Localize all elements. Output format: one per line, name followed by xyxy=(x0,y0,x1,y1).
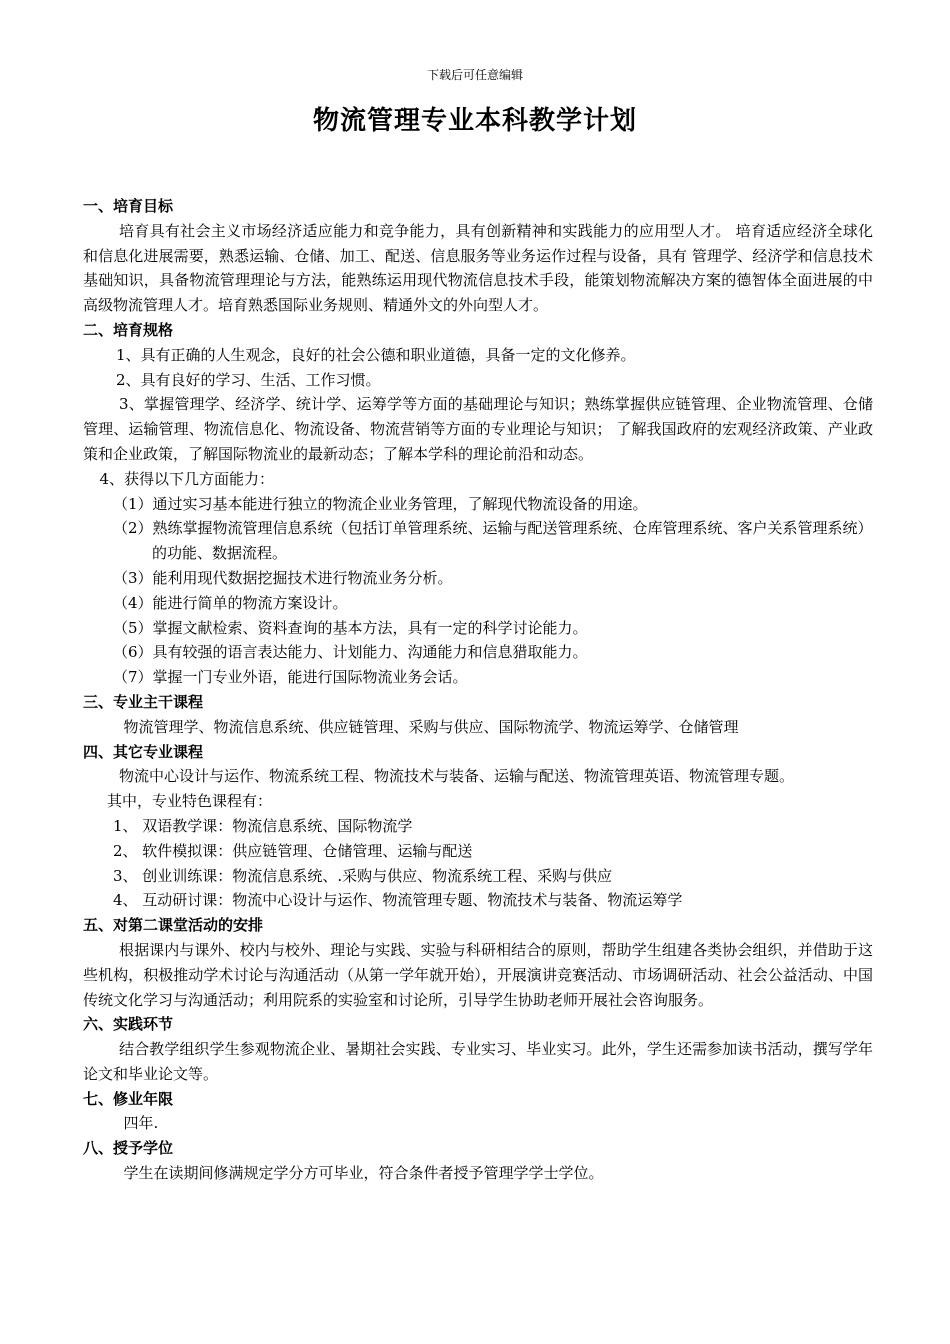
list-item: 1、 双语教学课：物流信息系统、国际物流学 xyxy=(113,816,413,835)
list-item: 3、掌握管理学、经济学、统计学、运筹学等方面的基础理论与知识；熟练掌握供应链管理、企业物流管理、仓储管理、运输管理、物流信息化、物流设备、物流营销等方面的专业理论与知识； 了解我国政府的宏观经济政策、产业政策和企业政策，了解国际物流业的最新动态；了解本学科的理论前沿和动态。 xyxy=(83,395,873,463)
ability-item: （4）能进行简单的物流方案设计。 xyxy=(113,593,348,612)
paragraph: 根据课内与课外、校内与校外、理论与实践、实验与科研相结合的原则，帮助学生组建各类协会组织，并借助于这些机构，积极推动学术讨论与沟通活动（从第一学年就开始），开展演讲竞赛活动、市场调研活动、社会公益活动、中国传统文化学习与沟通活动；利用院系的实验室和讨论所，引导学生协助老师开展社会咨询服务。 xyxy=(83,940,873,1009)
section-heading: 二、培育规格 xyxy=(83,320,174,339)
document-title: 物流管理专业本科教学计划 xyxy=(312,106,637,136)
paragraph: 四年. xyxy=(123,1114,159,1133)
list-item: 2、具有良好的学习、生活、工作习惯。 xyxy=(116,370,381,389)
paragraph: 培育具有社会主义市场经济适应能力和竞争能力，具有创新精神和实践能力的应用型人才。 培育适应经济全球化和信息化进展需要，熟悉运输、仓储、加工、配送、信息服务等业务运作过程与设备，具有 管理学、经济学和信息技术基础知识，具备物流管理理论与方法，能熟练运用现代物流信息技术手段，能策划物流解决方案的德智体全面进展的中高级物流管理人才。培育熟悉国际业务规则、精通外文的外向型人才。 xyxy=(83,221,873,315)
paragraph: 结合教学组织学生参观物流企业、暑期社会实践、专业实习、毕业实习。此外，学生还需参加读书活动，撰写学年论文和毕业论文等。 xyxy=(83,1040,873,1083)
section-heading: 五、对第二课堂活动的安排 xyxy=(83,916,264,935)
section-heading: 三、专业主干课程 xyxy=(83,692,204,711)
ability-item: （1）通过实习基本能进行独立的物流企业业务管理，了解现代物流设备的用途。 xyxy=(113,494,648,513)
list-item: 1、具有正确的人生观念，良好的社会公德和职业道德，具备一定的文化修养。 xyxy=(116,345,636,364)
list-item: 4、 互动研讨课：物流中心设计与运作、物流管理专题、物流技术与装备、物流运筹学 xyxy=(113,891,683,910)
ability-item: （6）具有较强的语言表达能力、计划能力、沟通能力和信息猎取能力。 xyxy=(113,643,588,662)
list-item: 3、 创业训练课：物流信息系统、.采购与供应、物流系统工程、采购与供应 xyxy=(113,866,613,885)
section-heading: 四、其它专业课程 xyxy=(83,742,204,761)
section-heading: 八、授予学位 xyxy=(83,1139,174,1158)
paragraph: 物流管理学、物流信息系统、供应链管理、采购与供应、国际物流学、物流运筹学、仓储管理 xyxy=(123,717,739,736)
section-heading: 七、修业年限 xyxy=(83,1089,174,1108)
header-note: 下载后可任意编辑 xyxy=(426,68,523,82)
ability-item: （5）掌握文献检索、资料查询的基本方法，具有一定的科学讨论能力。 xyxy=(113,618,588,637)
ability-item: （7）掌握一门专业外语，能进行国际物流业务会话。 xyxy=(113,668,468,687)
ability-item: （2）熟练掌握物流管理信息系统（包括订单管理系统、运输与配送管理系统、仓库管理系统、客户关系管理系统）的功能、数据流程。 xyxy=(113,519,873,563)
paragraph: 物流中心设计与运作、物流系统工程、物流技术与装备、运输与配送、物流管理英语、物流管理专题。 xyxy=(119,767,795,786)
section-heading: 六、实践环节 xyxy=(83,1015,174,1034)
section-heading: 一、培育目标 xyxy=(83,197,174,215)
document-body xyxy=(83,194,873,1186)
ability-item: （3）能利用现代数据挖掘技术进行物流业务分析。 xyxy=(113,568,453,587)
paragraph: 其中，专业特色课程有： xyxy=(107,792,273,811)
list-item: 4、获得以下几方面能力： xyxy=(99,469,275,488)
paragraph: 学生在读期间修满规定学分方可毕业，符合条件者授予管理学学士学位。 xyxy=(123,1164,604,1183)
list-item: 2、 软件模拟课：供应链管理、仓储管理、运输与配送 xyxy=(113,841,473,860)
